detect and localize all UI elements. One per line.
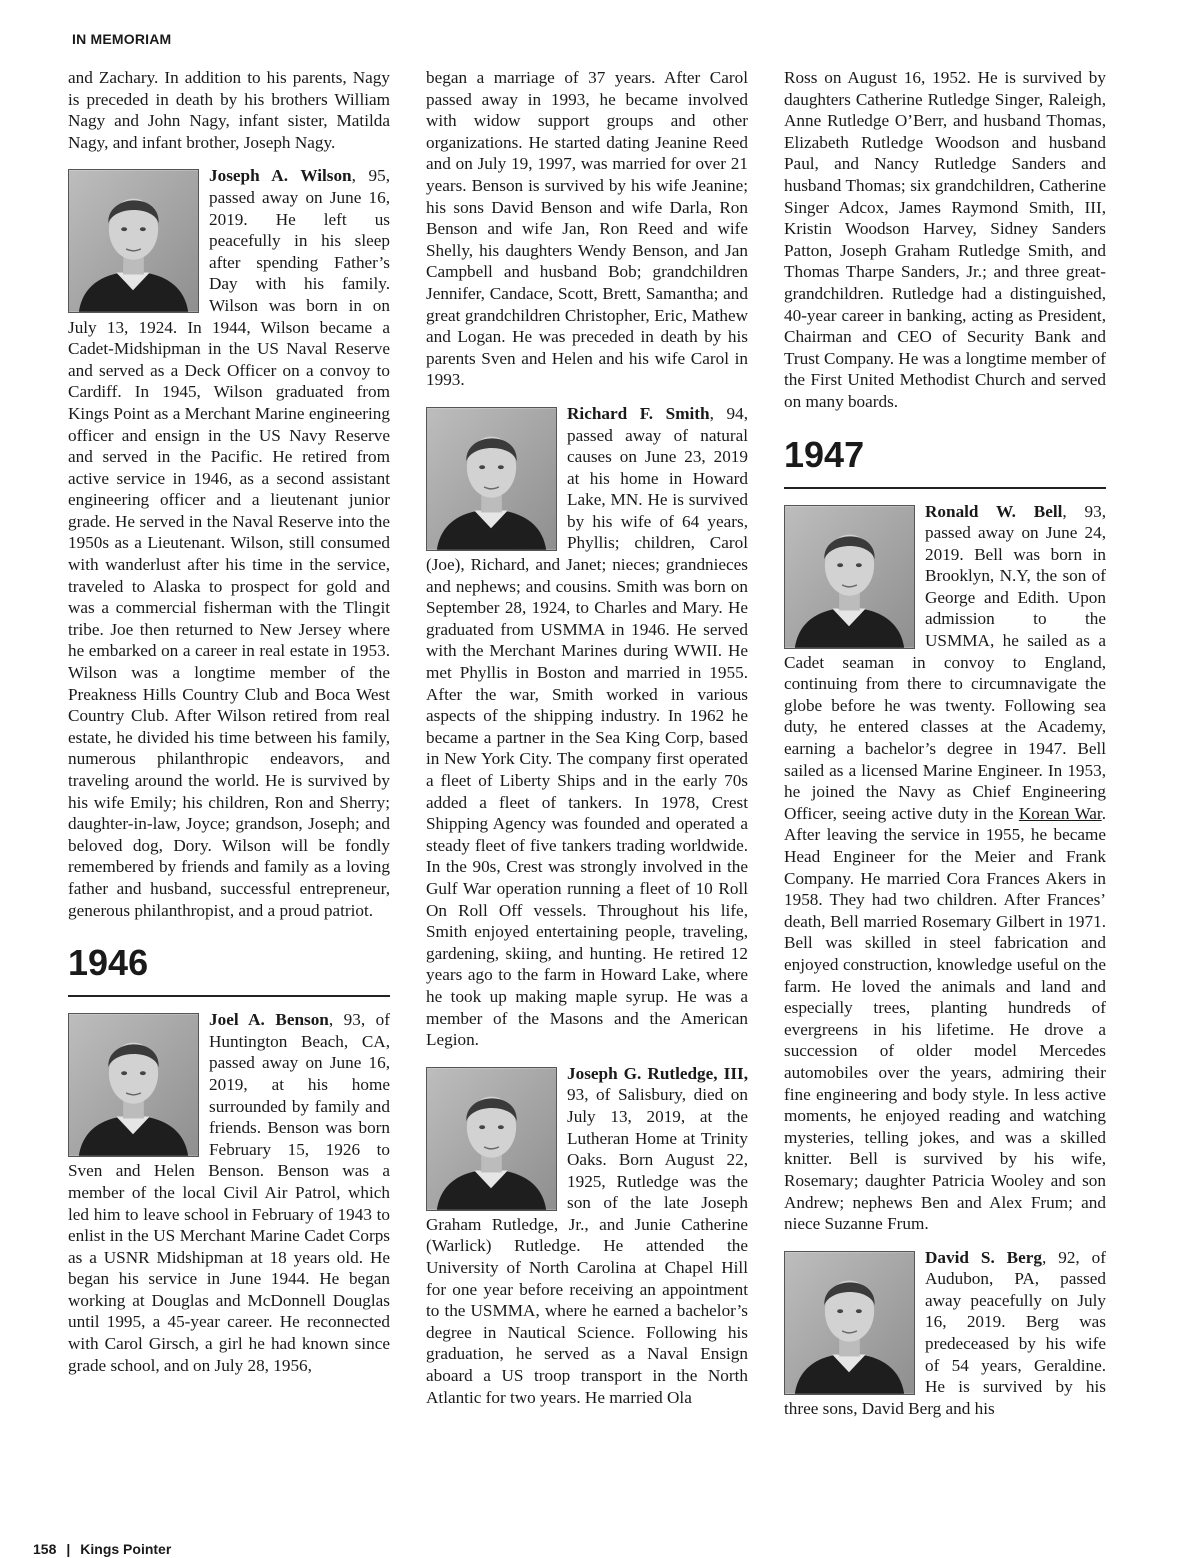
section-header: IN MEMORIAM — [72, 31, 172, 47]
continued-obituary-text: and Zachary. In addition to his parents, Nagy is preceded in death by his brothers William Nagy and John Nagy, infant sister, Matilda Nagy, and infant brother, Joseph Nagy. — [68, 68, 390, 152]
portrait-photo-wilson — [68, 169, 199, 313]
obituary-benson — [68, 1009, 390, 1376]
obituary-text: Richard F. Smith, 94, passed away of natural causes on June 23, 2019 at his home in Howard Lake, MN. He is survived by his wife of 64 years, Phyllis; children, Carol (Joe), Richard, and Janet; nieces; grandnieces and nephews; and cousins. Smith was born on September 28, 1924, to Charles and Mary. He graduated from USMMA in 1946. He served with the Merchant Marines during WWII. He met Phyllis in Boston and married in 1955. After the war, Smith worked in various aspects of the shipping industry. In 1962 he became a partner in the Sea King Corp, based in New York City. The company first operated a fleet of Liberty Ships and in the early 70s added a fleet of tankers. In 1978, Crest Shipping Agency was founded and operated a steady fleet of five tankers trading worldwide. In the 90s, Crest was strongly involved in the Gulf War operation running a fleet of 10 Roll On Roll Off vessels. Throughout his life, Smith enjoyed entertaining people, traveling, gardening, skiing, and hunting. He retired 12 years ago to the farm in Howard Lake, where he took up making maple syrup. He was a member of the Masons and the American Legion. — [426, 403, 748, 1050]
obituary-text: David S. Berg, 92, of Audubon, PA, passed away peacefully on July 16, 2019. Berg was predeceased by his wife of 54 years, Geraldine. He is survived by his three sons, David Berg and his — [784, 1247, 1106, 1418]
portrait-photo-smith — [426, 407, 557, 551]
korean-war-link[interactable]: Korean War — [1018, 803, 1102, 823]
column-1 — [68, 67, 390, 1376]
column-3 — [784, 67, 1106, 1419]
obituary-name: Joseph A. Wilson — [209, 166, 352, 186]
portrait-photo-benson — [68, 1013, 199, 1157]
year-heading-1947: 1947 — [784, 427, 1106, 489]
portrait-photo-bell — [784, 505, 915, 649]
obituary-rutledge — [426, 1063, 748, 1409]
obituary-name: Joel A. Benson — [209, 1010, 329, 1030]
obituary-name: Ronald W. Bell — [925, 501, 1063, 521]
obituary-name: Richard F. Smith — [567, 403, 710, 423]
obituary-bell — [784, 501, 1106, 1235]
year-heading-1946: 1946 — [68, 935, 390, 997]
continued-obituary-text: Ross on August 16, 1952. He is survived by daughters Catherine Rutledge Singer, Raleigh, Anne Rutledge O’Berr, and husband Thomas, Elizabeth Rutledge Woodson and husband Paul, and Nancy Rutledge Sanders and husband Thomas; six grandchildren, Catherine Singer Adcox, James Raymond Smith, III, Kristin Woodson Harvey, Sidney Sanders Patton, Joseph Graham Rutledge Smith, and Thomas Tharpe Sanders, Jr.; and three great-grandchildren. Rutledge had a distinguished, 40-year career in banking, acting as President, Chairman and CEO of Security Bank and Trust Company. He was a longtime member of the First United Methodist Church and served on many boards. — [784, 68, 1106, 411]
obituary-text: Joseph G. Rutledge, III, 93, of Salisbury, died on July 13, 2019, at the Lutheran Home at Trinity Oaks. Born August 22, 1925, Rutledge was the son of the late Joseph Graham Rutledge, Jr., and Junie Catherine (Warlick) Rutledge. He attended the University of North Carolina at Chapel Hill for one year before receiving an appointment to the USMMA, where he earned a bachelor’s degree in Nautical Science. Following his graduation, he served as a Naval Ensign aboard a US troop transport in the North Atlantic for two years. He married Ola — [426, 1063, 748, 1407]
obituary-text: Joseph A. Wilson, 95, passed away on June 16, 2019. He left us peacefully in his sleep after spending Father’s Day with his family. Wilson was born in on July 13, 1924. In 1944, Wilson became a Cadet-Midshipman in the US Naval Reserve and served as a Deck Officer on a convoy to Cardiff. In 1945, Wilson graduated from Kings Point as a Merchant Marine engineering officer and ensign in the US Navy Reserve and served in the Pacific. He retired from active service in 1946, as a second assistant engineering officer and a lieutenant junior grade. He served in the Naval Reserve into the 1950s as a Lieutenant. Wilson, still consumed with wanderlust after his time in the service, traveled to Alaska to prospect for gold and was a commercial fisherman with the Tlingit tribe. Joe then returned to New Jersey where he embarked on a career in real estate in 1953. Wilson was a longtime member of the Preakness Hills Country Club and Boca West Country Club. After Wilson retired from real estate, he divided his time between his family, numerous philanthropic endeavors, and traveling around the world. He is survived by his wife Emily; his children, Ron and Sherry; daughter-in-law, Joyce; grandson, Joseph; and beloved dog, Dory. Wilson will be fondly remembered by friends and family as a loving father and husband, successful entrepreneur, generous philanthropist, and a proud patriot. — [68, 166, 390, 920]
continued-obituary-text: began a marriage of 37 years. After Carol passed away in 1993, he became involved with widow support groups and other organizations. He started dating Jeanine Reed and on July 19, 1997, was married for over 21 years. Benson is survived by his wife Jeanine; his sons David Benson and wife Darla, Ron Benson and wife Jan, Ron Reed and wife Shelly, his daughters Wendy Benson, and Jan Campbell and husband Bob; grandchildren Jennifer, Candace, Scott, Brett, Samantha; and great grandchildren Christopher, Eric, Mathew and Logan. He was preceded in death by his parents Sven and Helen and his wife Carol in 1993. — [426, 68, 748, 390]
obituary-smith — [426, 403, 748, 1051]
obituary-wilson — [68, 165, 390, 921]
obituary-text: Joel A. Benson, 93, of Huntington Beach, CA, passed away on June 16, 2019, at his home surrounded by family and friends. Benson was born February 15, 1926 to Sven and Helen Benson. Benson was a member of the local Civil Air Patrol, which led him to leave school in February of 1943 to enlist in the US Merchant Marine Cadet Corps as a USNR Midshipman at 18 years old. He began his service in June 1944. He began working at Douglas and McDonnell Douglas until 1995, a 45-year career. He reconnected with Carol Girsch, a girl he had known since grade school, and on July 28, 1956, — [68, 1010, 390, 1375]
publication-name: Kings Pointer — [80, 1541, 172, 1557]
obituary-name: David S. Berg — [925, 1247, 1042, 1267]
footer-separator: | — [66, 1541, 71, 1557]
obituary-text: Ronald W. Bell, 93, passed away on June 24, 2019. Bell was born in Brooklyn, N.Y, the son of George and Edith. Upon admission to the USMMA, he sailed as a Cadet seaman in convoy to England, continuing from there to circumnavigate the globe before he was twenty. Following sea duty, he entered classes at the Academy, earning a bachelor’s degree in 1947. Bell sailed as a licensed Marine Engineer. In 1953, he joined the Navy as Chief Engineering Officer, seeing active duty in the Korean War. After leaving the service in 1955, he became Head Engineer for the Meier and Frank Company. He married Cora Frances Akers in 1958. They had two children. After Frances’ death, Bell married Rosemary Gilbert in 1971. Bell was skilled in steel fabrication and enjoyed construction, knowledge useful on the farm. He loved the animals and land and especially trees, planting hundreds of evergreens in his lifetime. He drove a succession of older model Mercedes automobiles over the years, admiring their fine engineering and body style. In less active moments, he enjoyed reading and watching mysteries, telling jokes, and was a skilled knitter. Bell is survived by his wife, Rosemary; daughter Patricia Wooley and son Andrew; nephews Ben and Alex Frum; and niece Suzanne Frum. — [784, 501, 1106, 1234]
page-footer — [33, 1541, 171, 1557]
portrait-photo-rutledge — [426, 1067, 557, 1211]
obituary-berg — [784, 1247, 1106, 1420]
portrait-photo-berg — [784, 1251, 915, 1395]
obituary-name: Joseph G. Rutledge, III, — [567, 1063, 748, 1083]
column-2 — [426, 67, 748, 1408]
page-number: 158 — [33, 1541, 57, 1557]
